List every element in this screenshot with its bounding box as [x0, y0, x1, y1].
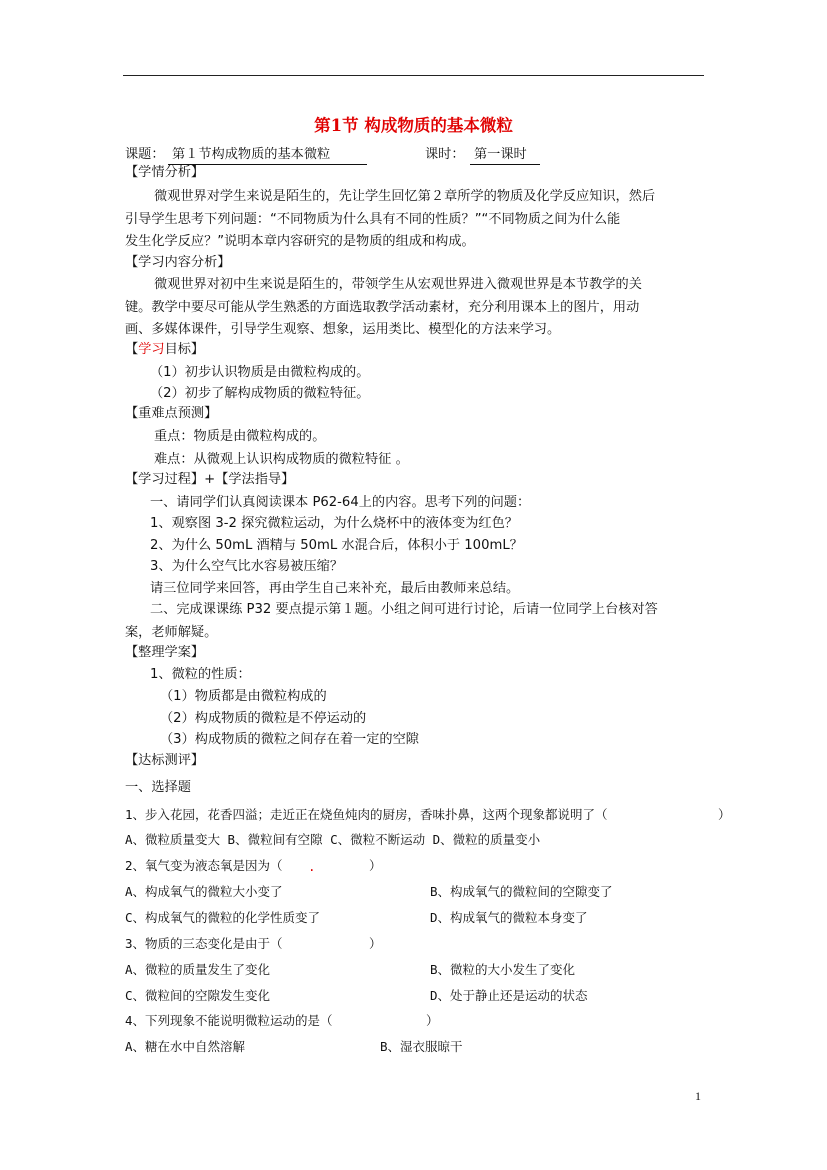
- option-d: D、处于静止还是运动的状态: [430, 988, 588, 1003]
- focus-item: 难点：从微观上认识构成物质的微粒特征 。: [154, 452, 409, 467]
- option-c: C、微粒间的空隙发生变化: [125, 988, 271, 1003]
- option-b: B、微粒的大小发生了变化: [430, 962, 576, 977]
- summary-line: 1、微粒的性质：: [150, 667, 251, 682]
- section-heading: 【学习目标】: [125, 342, 205, 357]
- objective-item: （1）初步认识物质是由微粒构成的。: [150, 365, 370, 380]
- header-rule: [123, 75, 704, 76]
- objective-item: （2）初步了解构成物质的微粒特征。: [150, 386, 370, 401]
- option-a: A、微粒的质量发生了变化: [125, 962, 271, 977]
- topic-value: 第１节构成物质的基本微粒: [168, 146, 367, 165]
- section-heading: 【整理学案】: [125, 645, 205, 660]
- section-heading: 【学习内容分析】: [125, 255, 231, 270]
- question-4: 4、下列现象不能说明微粒运动的是（: [125, 1013, 333, 1028]
- paragraph-line: 发生化学反应？”说明本章内容研究的是物质的组成和构成。: [125, 234, 475, 249]
- paragraph-line: 键。教学中要尽可能从学生熟悉的方面选取教学活动素材，充分利用课本上的图片，用动: [125, 300, 640, 315]
- paragraph-line: 微观世界对初中生来说是陌生的，带领学生从宏观世界进入微观世界是本节教学的关: [154, 277, 642, 292]
- answer-paren-close: ）: [426, 1013, 439, 1028]
- paragraph-line: 微观世界对学生来说是陌生的，先让学生回忆第２章所学的物质及化学反应知识，然后: [154, 189, 656, 204]
- question-1: 1、步入花园，花香四溢；走近正在烧鱼炖肉的厨房，香味扑鼻，这两个现象都说明了（: [125, 807, 608, 822]
- process-line: 一、请同学们认真阅读课本 P62-64上的内容。思考下列的问题：: [150, 495, 531, 510]
- process-line: 2、为什么 50mL 酒精与 50mL 水混合后，体积小于 100mL？: [150, 538, 523, 553]
- option-a: A、构成氧气的微粒大小变了: [125, 884, 283, 899]
- answer-paren-close: ）: [718, 807, 731, 822]
- process-line: 案，老师解疑。: [125, 625, 218, 640]
- process-line: 请三位同学来回答，再由学生自己来补充，最后由教师来总结。: [150, 581, 520, 596]
- page-title: 第1节 构成物质的基本微粒: [314, 116, 513, 135]
- process-line: 二、完成课课练 P32 要点提示第１题。小组之间可进行讨论，后请一位同学上台核对答: [150, 602, 658, 617]
- answer-paren-close: ）: [369, 858, 382, 873]
- answer-paren-close: ）: [369, 936, 382, 951]
- section-heading: 【学习过程】+【学法指导】: [125, 472, 295, 487]
- question-2: 2、氧气变为液态氧是因为（: [125, 858, 283, 873]
- question-3: 3、物质的三态变化是由于（: [125, 936, 283, 951]
- question-options: A、微粒质量变大 B、微粒间有空隙 C、微粒不断运动 D、微粒的质量变小: [125, 832, 541, 847]
- period-label: 课时：: [425, 147, 465, 162]
- page-number: 1: [695, 1089, 701, 1103]
- topic-label: 课题：: [125, 147, 165, 162]
- section-heading: 【学情分析】: [125, 165, 205, 180]
- part-heading: 一、选择题: [125, 780, 191, 795]
- summary-line: （2）构成物质的微粒是不停运动的: [160, 711, 367, 726]
- summary-line: （1）物质都是由微粒构成的: [160, 689, 327, 704]
- process-line: 3、为什么空气比水容易被压缩？: [150, 559, 344, 574]
- period-value: 第一课时: [470, 146, 540, 165]
- option-a: A、糖在水中自然溶解: [125, 1039, 246, 1054]
- red-dot-mark: .: [308, 859, 316, 874]
- section-heading: 【达标测评】: [125, 753, 205, 768]
- summary-line: （3）构成物质的微粒之间存在着一定的空隙: [160, 732, 419, 747]
- section-heading: 【重难点预测】: [125, 406, 218, 421]
- process-line: 1、观察图 3-2 探究微粒运动，为什么烧杯中的液体变为红色？: [150, 516, 518, 531]
- option-b: B、构成氧气的微粒间的空隙变了: [430, 884, 613, 899]
- paragraph-line: 引导学生思考下列问题：“不同物质为什么具有不同的性质？”“不同物质之间为什么能: [125, 212, 621, 227]
- option-c: C、构成氧气的微粒的化学性质变了: [125, 910, 321, 925]
- paragraph-line: 画、多媒体课件，引导学生观察、想象，运用类比、模型化的方法来学习。: [125, 322, 561, 337]
- option-b: B、湿衣服晾干: [380, 1039, 463, 1054]
- focus-item: 重点：物质是由微粒构成的。: [154, 429, 326, 444]
- option-d: D、构成氧气的微粒本身变了: [430, 910, 588, 925]
